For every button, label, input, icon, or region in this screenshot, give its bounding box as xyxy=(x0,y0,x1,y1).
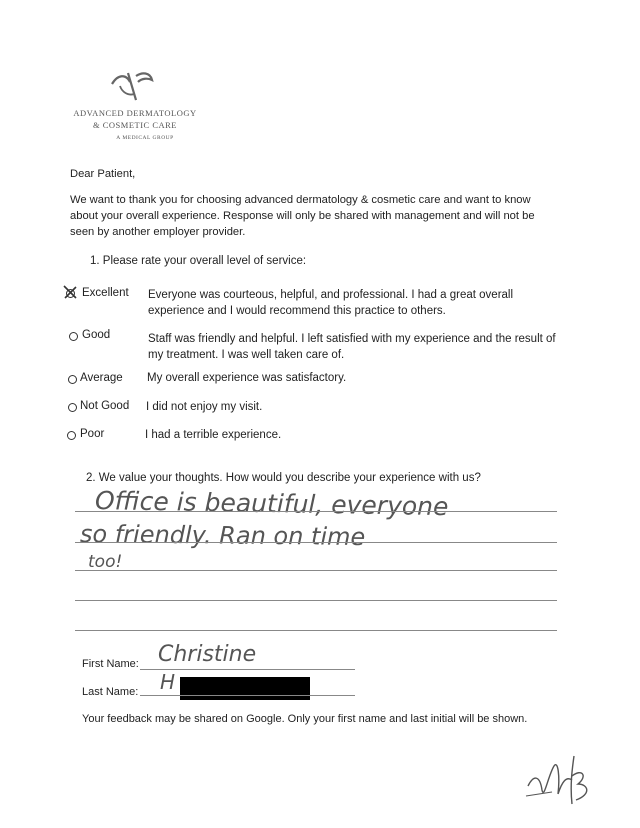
first-name-value[interactable]: Christine xyxy=(158,642,257,667)
option-not-good-desc: I did not enjoy my visit. xyxy=(146,401,263,413)
check-mark-icon xyxy=(62,284,78,300)
option-poor-label: Poor xyxy=(80,428,105,440)
radio-poor[interactable] xyxy=(67,431,76,440)
option-good-label: Good xyxy=(82,329,111,341)
answer-rule-4 xyxy=(75,600,557,601)
question-2-label: 2. We value your thoughts. How would you describe your experience with us? xyxy=(86,472,481,484)
redaction-block xyxy=(180,677,310,700)
answer-rule-2 xyxy=(75,542,557,543)
signature-initials xyxy=(522,746,608,810)
option-poor-desc: I had a terrible experience. xyxy=(145,429,282,441)
option-good-desc: Staff was friendly and helpful. I left satisfied with my experience and the result of my treatment. I was well taken care of. xyxy=(148,333,556,361)
option-not-good-label: Not Good xyxy=(80,400,130,412)
question-1-label: 1. Please rate your overall level of service: xyxy=(90,255,307,267)
logo-name-line1: ADVANCED DERMATOLOGY xyxy=(73,108,197,118)
radio-average[interactable] xyxy=(68,375,77,384)
radio-not-good[interactable] xyxy=(68,403,77,412)
last-name-rule xyxy=(140,695,355,696)
answer-line-1: Office is beautiful, everyone xyxy=(94,486,449,522)
answer-rule-5 xyxy=(75,630,557,631)
answer-rule-1 xyxy=(75,511,557,512)
radio-good[interactable] xyxy=(69,332,78,341)
first-name-label: First Name: xyxy=(82,658,139,670)
option-excellent-desc: Everyone was courteous, helpful, and professional. I had a great overall experience and I would recommend this practice to others. xyxy=(148,289,514,317)
option-excellent-label: Excellent xyxy=(82,287,129,299)
logo-name-line2: & COSMETIC CARE xyxy=(92,120,177,130)
logo-tagline: A MEDICAL GROUP xyxy=(116,135,174,141)
intro-paragraph: We want to thank you for choosing advanced dermatology & cosmetic care and want to know about your overall experience. Response will only be shared with management and will not be seen by another employer provider. xyxy=(70,194,535,238)
last-name-value[interactable]: H xyxy=(160,670,176,694)
option-average-desc: My overall experience was satisfactory. xyxy=(147,372,347,384)
answer-line-3: too! xyxy=(88,552,123,572)
practice-logo-icon xyxy=(108,70,156,104)
last-name-label: Last Name: xyxy=(82,686,139,698)
footer-note: Your feedback may be shared on Google. Only your first name and last initial will be shown. xyxy=(82,713,528,725)
option-average-label: Average xyxy=(80,372,123,384)
answer-rule-3 xyxy=(75,570,557,571)
greeting: Dear Patient, xyxy=(70,168,136,180)
answer-line-2: so friendly. Ran on time xyxy=(79,520,366,551)
